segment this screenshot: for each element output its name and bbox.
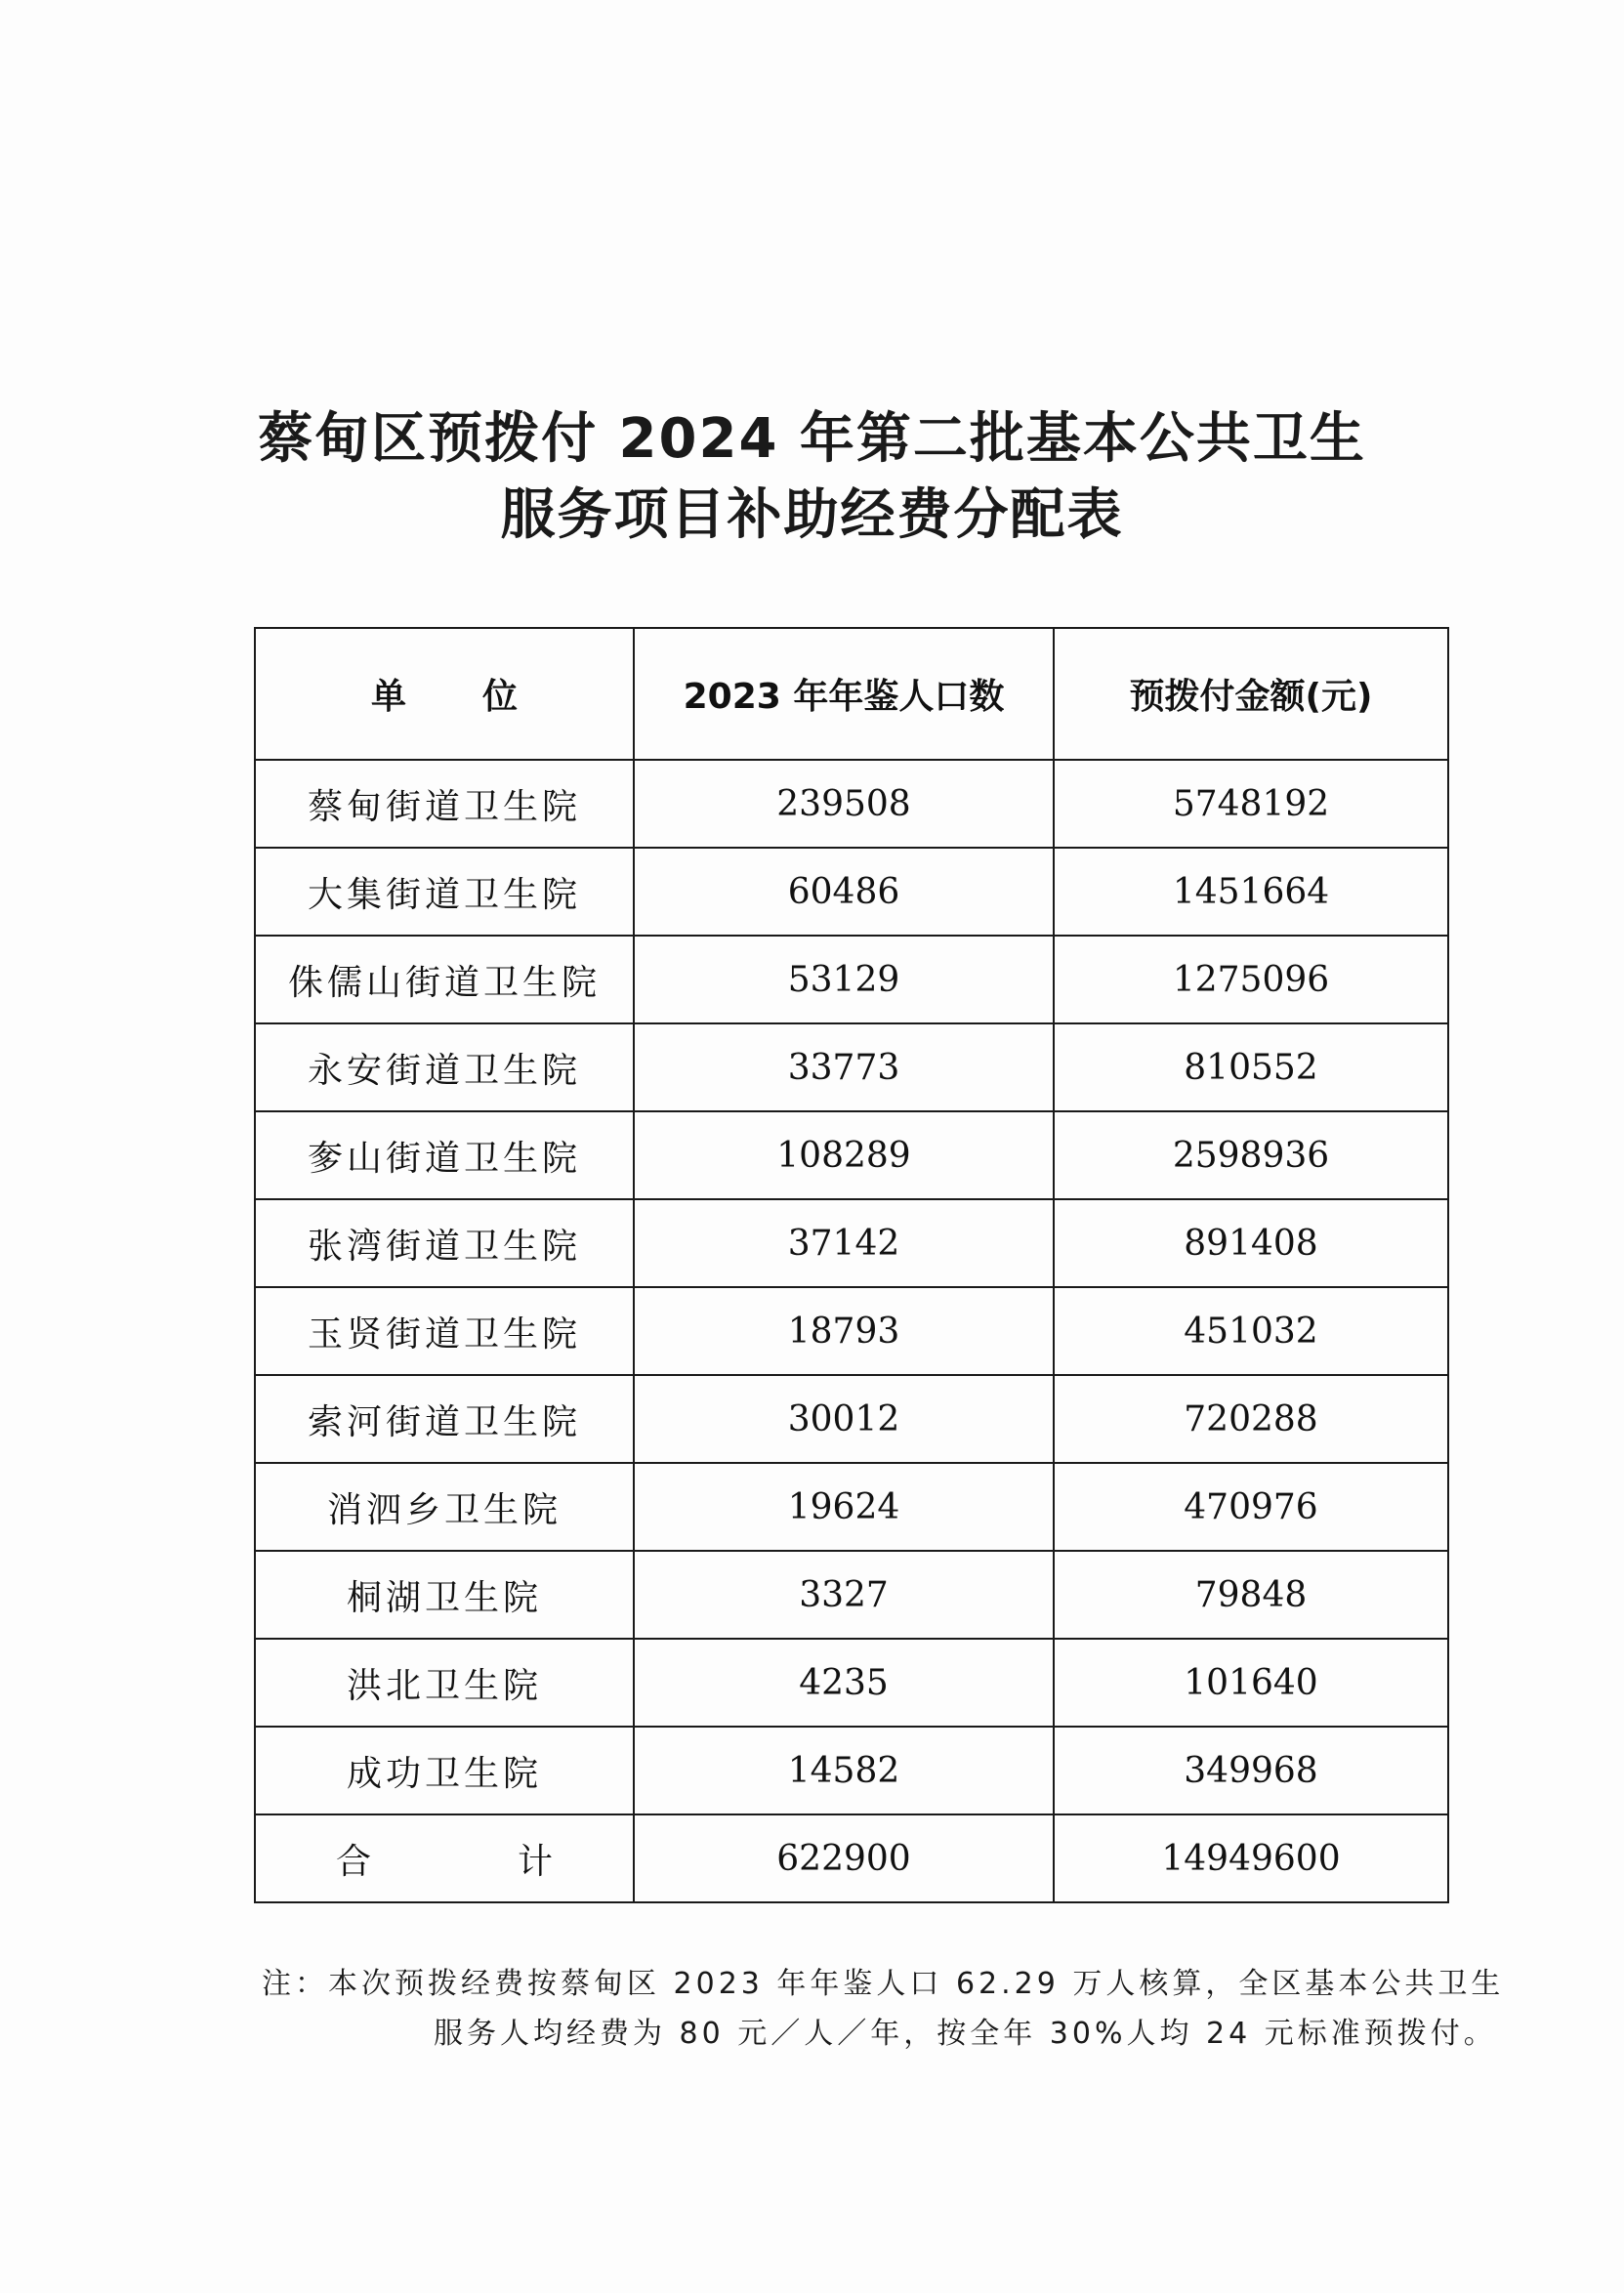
cell-population: 37142 xyxy=(634,1199,1054,1287)
document-title-line-1: 蔡甸区预拨付 2024 年第二批基本公共卫生 xyxy=(258,407,1366,471)
header-unit xyxy=(255,628,634,760)
cell-amount: 2598936 xyxy=(1054,1111,1448,1199)
cell-amount: 810552 xyxy=(1054,1023,1448,1111)
cell-amount: 891408 xyxy=(1054,1199,1448,1287)
document-title-line-2: 服务项目补助经费分配表 xyxy=(500,483,1124,547)
table-row xyxy=(255,848,1448,936)
cell-amount: 720288 xyxy=(1054,1375,1448,1463)
cell-population: 14582 xyxy=(634,1727,1054,1814)
table-row xyxy=(255,1463,1448,1551)
cell-population: 19624 xyxy=(634,1463,1054,1551)
header-unit-text: 单位 xyxy=(370,677,594,717)
cell-unit: 奓山街道卫生院 xyxy=(255,1111,634,1199)
cell-population: 108289 xyxy=(634,1111,1054,1199)
cell-unit: 张湾街道卫生院 xyxy=(255,1199,634,1287)
cell-amount: 79848 xyxy=(1054,1551,1448,1639)
table-row xyxy=(255,1727,1448,1814)
cell-unit: 永安街道卫生院 xyxy=(255,1023,634,1111)
footnote-line-2: 服务人均经费为 80 元／人／年，按全年 30%人均 24 元标准预拨付。 xyxy=(434,2017,1497,2051)
cell-unit: 消泗乡卫生院 xyxy=(255,1463,634,1551)
table-row xyxy=(255,1375,1448,1463)
cell-unit: 侏儒山街道卫生院 xyxy=(255,936,634,1023)
cell-population: 33773 xyxy=(634,1023,1054,1111)
table-total-row xyxy=(255,1814,1448,1902)
cell-population: 30012 xyxy=(634,1375,1054,1463)
cell-unit: 大集街道卫生院 xyxy=(255,848,634,936)
cell-amount: 1451664 xyxy=(1054,848,1448,936)
table-row xyxy=(255,936,1448,1023)
table-row xyxy=(255,1287,1448,1375)
cell-unit: 玉贤街道卫生院 xyxy=(255,1287,634,1375)
cell-population: 60486 xyxy=(634,848,1054,936)
table-header-row xyxy=(255,628,1448,760)
cell-unit: 成功卫生院 xyxy=(255,1727,634,1814)
header-population: 2023 年年鉴人口数 xyxy=(634,628,1054,760)
cell-population: 53129 xyxy=(634,936,1054,1023)
total-amount: 14949600 xyxy=(1054,1814,1448,1902)
cell-unit: 索河街道卫生院 xyxy=(255,1375,634,1463)
table-row xyxy=(255,1023,1448,1111)
allocation-table xyxy=(254,627,1449,1903)
cell-population: 4235 xyxy=(634,1639,1054,1727)
cell-amount: 5748192 xyxy=(1054,760,1448,848)
cell-population: 239508 xyxy=(634,760,1054,848)
table-row xyxy=(255,1551,1448,1639)
table-row xyxy=(255,1639,1448,1727)
table-row xyxy=(255,1111,1448,1199)
cell-unit: 蔡甸街道卫生院 xyxy=(255,760,634,848)
cell-population: 18793 xyxy=(634,1287,1054,1375)
cell-unit: 洪北卫生院 xyxy=(255,1639,634,1727)
cell-amount: 470976 xyxy=(1054,1463,1448,1551)
cell-unit: 桐湖卫生院 xyxy=(255,1551,634,1639)
total-label: 合计 xyxy=(335,1841,699,1882)
table-row xyxy=(255,1199,1448,1287)
total-population: 622900 xyxy=(634,1814,1054,1902)
cell-population: 3327 xyxy=(634,1551,1054,1639)
header-amount: 预拨付金额(元) xyxy=(1054,628,1448,760)
cell-amount: 1275096 xyxy=(1054,936,1448,1023)
cell-amount: 101640 xyxy=(1054,1639,1448,1727)
total-label-cell xyxy=(255,1814,699,1902)
cell-amount: 349968 xyxy=(1054,1727,1448,1814)
cell-amount: 451032 xyxy=(1054,1287,1448,1375)
footnote-line-1: 注：本次预拨经费按蔡甸区 2023 年年鉴人口 62.29 万人核算，全区基本公共卫生 xyxy=(262,1967,1505,2001)
table-row xyxy=(255,760,1448,848)
